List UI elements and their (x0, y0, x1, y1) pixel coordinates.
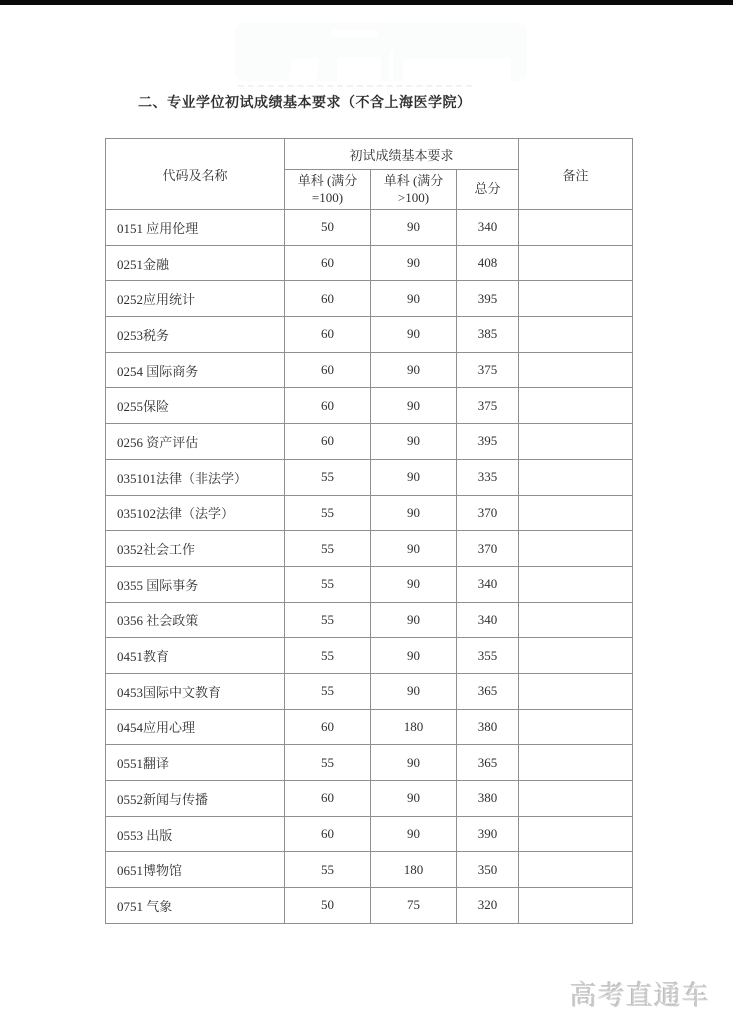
row-total: 340 (457, 602, 519, 638)
row-total: 380 (457, 709, 519, 745)
watermark-dashed-underline (238, 85, 472, 87)
row-remarks (519, 531, 633, 567)
header-row-group (106, 139, 633, 170)
row-code-name: 0651博物馆 (106, 852, 285, 888)
header-total: 总分 (457, 170, 519, 210)
table-row (106, 317, 633, 353)
row-code-name: 0355 国际事务 (106, 566, 285, 602)
row-total: 408 (457, 245, 519, 281)
row-single-over100: 90 (371, 352, 457, 388)
row-code-name: 0454应用心理 (106, 709, 285, 745)
row-remarks (519, 638, 633, 674)
row-single-full100: 55 (285, 745, 371, 781)
row-single-full100: 50 (285, 210, 371, 246)
row-single-full100: 60 (285, 317, 371, 353)
row-remarks (519, 388, 633, 424)
row-remarks (519, 210, 633, 246)
footer-watermark-text: 高考直通车 (570, 981, 710, 1011)
row-single-full100: 55 (285, 673, 371, 709)
table-row (106, 281, 633, 317)
row-total: 340 (457, 566, 519, 602)
row-code-name: 0253税务 (106, 317, 285, 353)
table-row (106, 602, 633, 638)
row-total: 395 (457, 424, 519, 460)
row-single-over100: 90 (371, 638, 457, 674)
row-total: 365 (457, 673, 519, 709)
row-code-name: 0751 气象 (106, 888, 285, 924)
brand-text-block (403, 59, 511, 84)
row-remarks (519, 495, 633, 531)
watermark-divider (390, 51, 393, 97)
page-title: 二、专业学位初试成绩基本要求（不含上海医学院） (138, 94, 472, 110)
row-code-name: 0252应用统计 (106, 281, 285, 317)
row-code-name: 0356 社会政策 (106, 602, 285, 638)
table-row (106, 673, 633, 709)
row-remarks (519, 745, 633, 781)
row-remarks (519, 602, 633, 638)
row-single-full100: 55 (285, 531, 371, 567)
row-single-over100: 180 (371, 709, 457, 745)
row-code-name: 0255保险 (106, 388, 285, 424)
row-single-over100: 90 (371, 281, 457, 317)
row-single-over100: 90 (371, 673, 457, 709)
row-single-full100: 55 (285, 638, 371, 674)
header-code-name: 代码及名称 (106, 139, 285, 210)
row-code-name: 0451教育 (106, 638, 285, 674)
row-code-name: 0551翻译 (106, 745, 285, 781)
row-code-name: 0256 资产评估 (106, 424, 285, 460)
row-remarks (519, 816, 633, 852)
row-single-full100: 55 (285, 495, 371, 531)
row-single-over100: 90 (371, 495, 457, 531)
row-single-over100: 75 (371, 888, 457, 924)
car-logo-icon (288, 59, 319, 82)
row-total: 355 (457, 638, 519, 674)
table-row (106, 781, 633, 817)
header-single-full100: 单科 (满分=100) (285, 170, 371, 210)
row-single-full100: 55 (285, 602, 371, 638)
table-row (106, 210, 633, 246)
header-remarks: 备注 (519, 139, 633, 210)
row-code-name: 0552新闻与传播 (106, 781, 285, 817)
page-top-edge-bar (0, 0, 733, 5)
header-single-over100: 单科 (满分>100) (371, 170, 457, 210)
row-single-full100: 55 (285, 459, 371, 495)
row-single-full100: 60 (285, 281, 371, 317)
row-total: 385 (457, 317, 519, 353)
row-code-name: 035102法律（法学） (106, 495, 285, 531)
row-total: 370 (457, 495, 519, 531)
row-code-name: 0553 出版 (106, 816, 285, 852)
row-code-name: 035101法律（非法学） (106, 459, 285, 495)
row-single-full100: 60 (285, 816, 371, 852)
row-remarks (519, 459, 633, 495)
row-single-full100: 60 (285, 352, 371, 388)
row-code-name: 0251金融 (106, 245, 285, 281)
row-remarks (519, 281, 633, 317)
watermark-top-bar (332, 30, 378, 37)
row-code-name: 0352社会工作 (106, 531, 285, 567)
row-single-over100: 90 (371, 210, 457, 246)
table-row (106, 352, 633, 388)
row-total: 380 (457, 781, 519, 817)
table-row (106, 566, 633, 602)
table-row (106, 888, 633, 924)
row-single-full100: 60 (285, 245, 371, 281)
row-total: 365 (457, 745, 519, 781)
row-total: 375 (457, 352, 519, 388)
table-row (106, 745, 633, 781)
row-single-over100: 90 (371, 781, 457, 817)
row-remarks (519, 888, 633, 924)
row-single-full100: 55 (285, 852, 371, 888)
table-row (106, 388, 633, 424)
row-single-full100: 60 (285, 388, 371, 424)
row-single-over100: 180 (371, 852, 457, 888)
row-remarks (519, 424, 633, 460)
table-row (106, 459, 633, 495)
top-watermark-banner (235, 23, 527, 81)
row-code-name: 0254 国际商务 (106, 352, 285, 388)
table-row (106, 852, 633, 888)
row-total: 390 (457, 816, 519, 852)
row-total: 320 (457, 888, 519, 924)
row-single-over100: 90 (371, 531, 457, 567)
row-remarks (519, 852, 633, 888)
table-row (106, 709, 633, 745)
row-code-name: 0151 应用伦理 (106, 210, 285, 246)
row-single-over100: 90 (371, 317, 457, 353)
row-remarks (519, 709, 633, 745)
row-total: 370 (457, 531, 519, 567)
row-single-full100: 60 (285, 709, 371, 745)
row-single-over100: 90 (371, 602, 457, 638)
row-single-over100: 90 (371, 424, 457, 460)
table-row (106, 531, 633, 567)
row-remarks (519, 245, 633, 281)
row-single-over100: 90 (371, 245, 457, 281)
row-code-name: 0453国际中文教育 (106, 673, 285, 709)
row-single-full100: 60 (285, 424, 371, 460)
row-remarks (519, 781, 633, 817)
row-single-full100: 55 (285, 566, 371, 602)
table-row (106, 638, 633, 674)
row-total: 375 (457, 388, 519, 424)
row-single-over100: 90 (371, 388, 457, 424)
row-single-over100: 90 (371, 566, 457, 602)
table-row (106, 245, 633, 281)
row-single-full100: 60 (285, 781, 371, 817)
header-requirements-group: 初试成绩基本要求 (285, 139, 519, 170)
row-single-over100: 90 (371, 745, 457, 781)
emblem-icon (337, 57, 381, 83)
row-total: 335 (457, 459, 519, 495)
table-row (106, 816, 633, 852)
row-remarks (519, 317, 633, 353)
row-remarks (519, 352, 633, 388)
table-row (106, 495, 633, 531)
score-requirements-table (105, 138, 633, 924)
row-total: 340 (457, 210, 519, 246)
row-remarks (519, 566, 633, 602)
row-single-over100: 90 (371, 459, 457, 495)
table-row (106, 424, 633, 460)
row-total: 395 (457, 281, 519, 317)
row-remarks (519, 673, 633, 709)
row-single-full100: 50 (285, 888, 371, 924)
row-total: 350 (457, 852, 519, 888)
row-single-over100: 90 (371, 816, 457, 852)
